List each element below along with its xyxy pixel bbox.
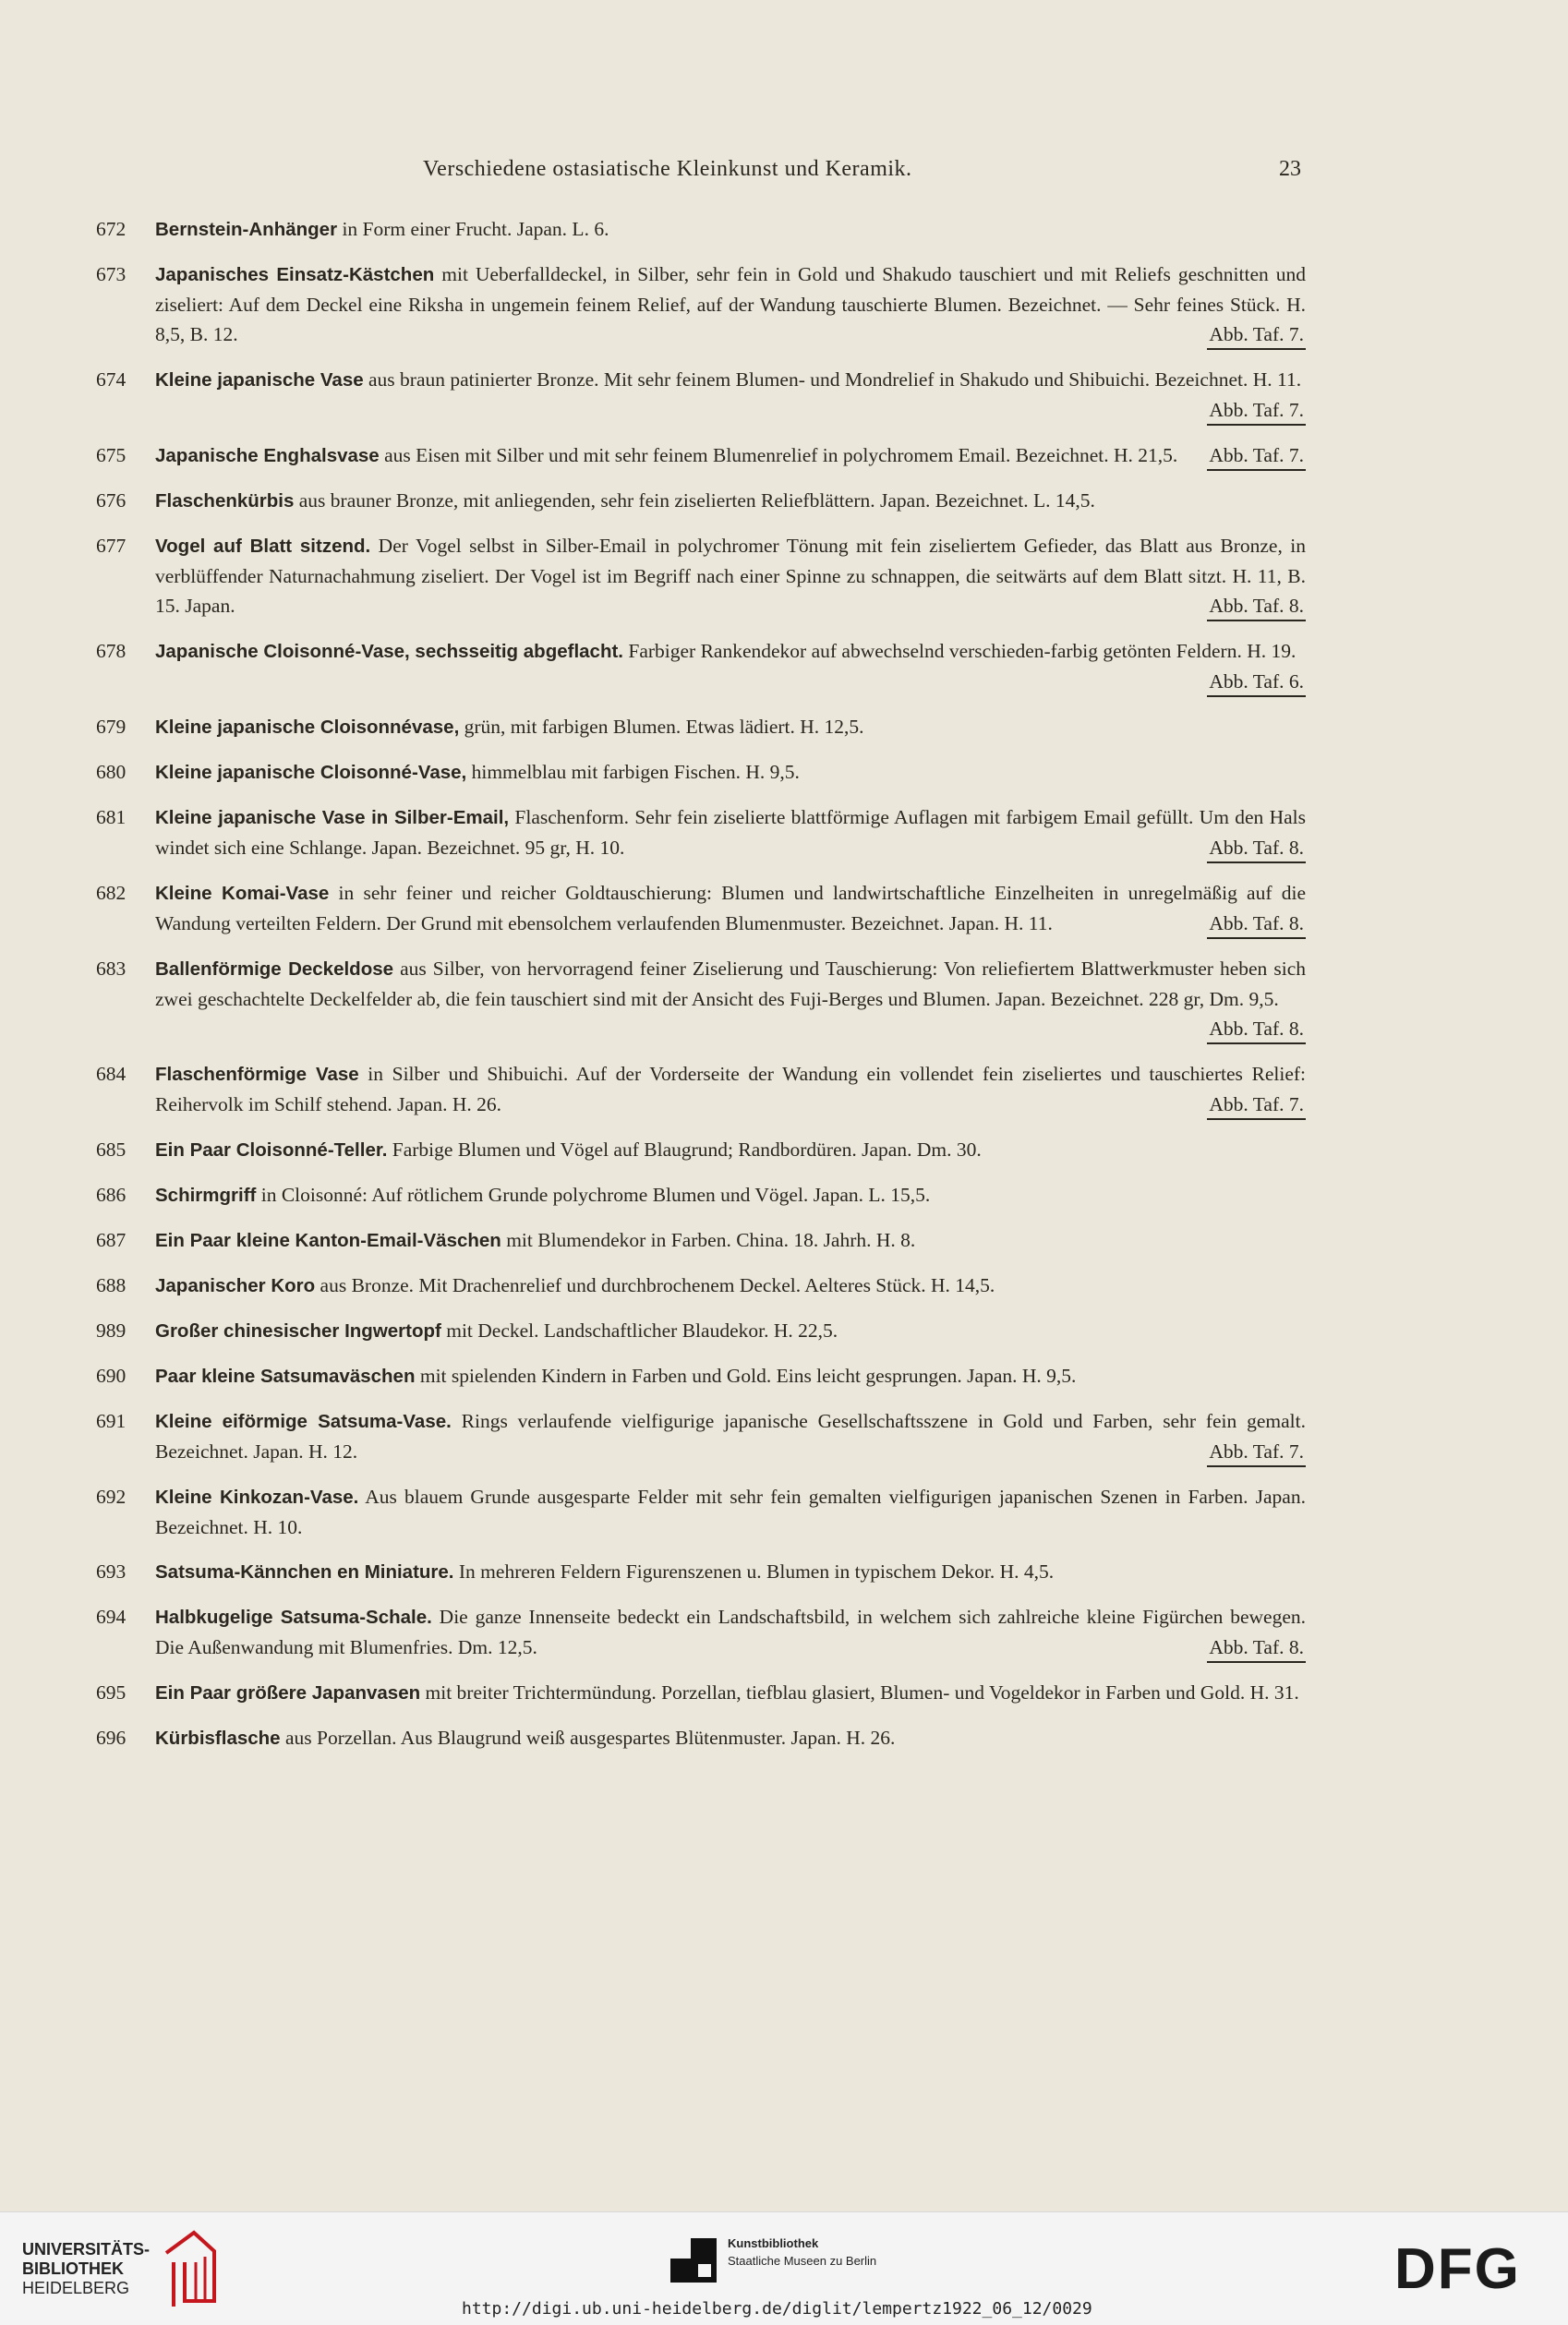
entry-description: aus Bronze. Mit Drachenrelief und durchbrochenem Deckel. Aelteres Stück. H. 14,5. [315,1274,995,1296]
entry-description: aus Silber, von hervorragend feiner Ziselierung und Tauschierung: Von reliefiertem Blattwerkmuster heben sich zwei geschachtelte Deckelfelder ab, die fein tauschiert sind mit der Ansicht des Fuji-Berges und Blumen. Japan. Bezeichnet. 228 gr, Dm. 9,5. [155,958,1306,1010]
entry-body [155,878,1306,939]
entry-title: Halbkugelige Satsuma-Schale. [155,1607,432,1628]
ref-spacer [1185,395,1306,426]
entry-number: 678 [96,640,127,662]
entry-description: Farbige Blumen und Vögel auf Blaugrund; Randbordüren. Japan. Dm. 30. [387,1138,982,1161]
catalog-entry [96,954,1306,1044]
kb-line2: Staatliche Museen zu Berlin [728,2254,877,2268]
plate-reference: Abb. Taf. 8. [1207,834,1306,863]
catalog-entry [96,1361,1306,1391]
catalog-entry [96,440,1306,471]
entry-number: 674 [96,368,127,391]
entry-body [155,802,1306,863]
ref-spacer [1185,909,1306,939]
catalog-entry [96,878,1306,939]
catalog-entry [96,1059,1306,1120]
entry-description: Farbiger Rankendekor auf abwechselnd verschieden-farbig getönten Feldern. H. 19. [623,640,1297,662]
entry-description: Rings verlaufende vielfigurige japanische Gesellschaftsszene in Gold und Farben, sehr fein gemalt. Bezeichnet. Japan. H. 12. [155,1410,1306,1463]
page-header [0,157,1568,194]
entry-body [155,1602,1306,1663]
dfg-logo[interactable]: DFG [1394,2237,1521,2301]
plate-reference: Abb. Taf. 7. [1207,320,1306,350]
entry-title: Ein Paar kleine Kanton-Email-Väschen [155,1230,501,1251]
entry-title: Kleine Komai-Vase [155,883,330,904]
entry-number: 686 [96,1184,127,1206]
entry-title: Schirmgriff [155,1185,257,1206]
entry-number: 989 [96,1319,127,1342]
entry-title: Flaschenförmige Vase [155,1064,359,1085]
catalog-entry [96,1482,1306,1542]
entry-description: aus Eisen mit Silber und mit sehr feinem Blumenrelief in polychromem Email. Bezeichnet. H. 21,5. [379,444,1178,466]
entry-description: aus Porzellan. Aus Blaugrund weiß ausgespartes Blütenmuster. Japan. H. 26. [280,1727,896,1749]
plate-reference: Abb. Taf. 8. [1207,910,1306,939]
entry-description: mit breiter Trichtermündung. Porzellan, tiefblau glasiert, Blumen- und Vogeldekor in Farben und Gold. H. 31. [420,1681,1299,1704]
ref-spacer [1185,1632,1306,1663]
entry-body [155,757,1306,788]
plate-reference: Abb. Taf. 6. [1207,668,1306,697]
catalog-entry [96,802,1306,863]
entry-number: 675 [96,444,127,466]
entry-body [155,1482,1306,1542]
ub-logo-line3: HEIDELBERG [22,2279,130,2297]
ref-spacer [1185,319,1306,350]
entry-description: mit Deckel. Landschaftlicher Blaudekor. H. 22,5. [440,1319,838,1342]
ub-logo-line1: UNIVERSITÄTS- [22,2240,151,2259]
entry-description: mit Blumendekor in Farben. China. 18. Jahrh. H. 8. [501,1229,916,1251]
entry-description: Aus blauem Grunde ausgesparte Felder mit sehr fein gemalten vielfigurigen japanischen Szenen in Farben. Japan. Bezeichnet. H. 10. [155,1486,1306,1538]
plate-reference: Abb. Taf. 7. [1207,1438,1306,1467]
entry-body [155,486,1306,516]
catalog-entry [96,636,1306,697]
entry-title: Japanisches Einsatz-Kästchen [155,264,435,285]
kunstbibliothek-text [728,2235,876,2270]
entry-title: Kleine japanische Vase in Silber-Email, [155,807,510,828]
entry-number: 679 [96,716,127,738]
entry-body [155,259,1306,350]
source-url-link[interactable]: http://digi.ub.uni-heidelberg.de/diglit/lempertz1922_06_12/0029 [462,2299,1092,2319]
entry-body [155,531,1306,621]
ref-spacer [1185,833,1306,863]
plate-reference: Abb. Taf. 8. [1207,1633,1306,1663]
catalog-entry [96,1180,1306,1211]
catalog-entry [96,1678,1306,1708]
page-number: 23 [1279,157,1301,181]
catalog-entry [96,757,1306,788]
catalog-entries [96,214,1306,1768]
entry-title: Ballenförmige Deckeldose [155,958,394,980]
entry-description: mit spielenden Kindern in Farben und Gold. Eins leicht gesprungen. Japan. H. 9,5. [415,1365,1077,1387]
entry-number: 684 [96,1063,127,1085]
entry-number: 683 [96,958,127,980]
catalog-entry [96,486,1306,516]
entry-title: Japanischer Koro [155,1275,316,1296]
entry-description: Der Vogel selbst in Silber-Email in polychromer Tönung mit fein ziseliertem Gefieder, das Blatt aus Bronze, in verblüffender Naturnachahmung ziseliert. Der Vogel ist im Begriff nach einer Spinne zu schnappen, die seitwärts auf dem Blatt sitzt. H. 11, B. 15. Japan. [155,535,1307,617]
footer-bar [0,2211,1568,2325]
entry-body [155,712,1306,742]
entry-number: 673 [96,263,127,285]
entry-description: Die ganze Innenseite bedeckt ein Landschaftsbild, in welchem sich zahlreiche kleine Figürchen bewegen. Die Außenwandung mit Blumenfries. Dm. 12,5. [155,1606,1306,1658]
entry-title: Kleine japanische Vase [155,369,364,391]
entry-body [155,1059,1306,1120]
kb-line1: Kunstbibliothek [728,2236,819,2250]
catalog-entry [96,365,1306,426]
ub-logo-line2: BIBLIOTHEK [22,2259,124,2278]
plate-reference: Abb. Taf. 7. [1207,1090,1306,1120]
entry-number: 695 [96,1681,127,1704]
entry-title: Kleine japanische Cloisonné-Vase, [155,762,467,783]
entry-description: himmelblau mit farbigen Fischen. H. 9,5. [466,761,800,783]
catalog-entry [96,1406,1306,1467]
entry-body [155,954,1306,1044]
entry-body [155,1271,1306,1301]
catalog-entry [96,259,1306,350]
ref-spacer [1185,1090,1306,1120]
catalog-entry [96,1723,1306,1753]
entry-number: 696 [96,1727,127,1749]
entry-title: Paar kleine Satsumaväschen [155,1366,416,1387]
ub-heidelberg-logo[interactable] [22,2240,150,2298]
entry-description: Flaschenform. Sehr fein ziselierte blattförmige Auflagen mit farbigem Email gefüllt. Um den Hals windet sich eine Schlange. Japan. Bezeichnet. 95 gr, H. 10. [155,806,1306,859]
entry-title: Flaschenkürbis [155,490,295,512]
entry-title: Bernstein-Anhänger [155,219,338,240]
catalog-entry [96,214,1306,245]
plate-reference: Abb. Taf. 8. [1207,592,1306,621]
running-title: Verschiedene ostasiatische Kleinkunst und Keramik. [423,157,912,181]
catalog-entry [96,1316,1306,1346]
entry-body [155,214,1306,245]
entry-description: aus brauner Bronze, mit anliegenden, sehr fein ziselierten Reliefblättern. Japan. Bezeichnet. L. 14,5. [294,489,1095,512]
entry-description: mit Ueberfalldeckel, in Silber, sehr fein in Gold und Shakudo tauschiert und mit Reliefs geschnitten und ziseliert: Auf dem Deckel eine Riksha in ungemein feinem Relief, auf der Wandung tauschierte Blumen. Bezeichnet. — Sehr feines Stück. H. 8,5, B. 12. [155,263,1306,345]
entry-description: grün, mit farbigen Blumen. Etwas lädiert. H. 12,5. [459,716,864,738]
entry-number: 677 [96,535,127,557]
entry-title: Kleine eiförmige Satsuma-Vase. [155,1411,452,1432]
catalog-entry [96,1225,1306,1256]
entry-description: in Form einer Frucht. Japan. L. 6. [337,218,609,240]
entry-number: 688 [96,1274,127,1296]
catalog-entry [96,531,1306,621]
entry-body [155,636,1306,697]
entry-number: 693 [96,1560,127,1583]
entry-number: 672 [96,218,127,240]
entry-number: 681 [96,806,127,828]
entry-body [155,1723,1306,1753]
entry-body [155,1361,1306,1391]
ref-spacer [1185,440,1306,471]
plate-reference: Abb. Taf. 7. [1207,441,1306,471]
entry-number: 694 [96,1606,127,1628]
plate-reference: Abb. Taf. 8. [1207,1015,1306,1044]
entry-number: 687 [96,1229,127,1251]
entry-body [155,1180,1306,1211]
entry-title: Ein Paar Cloisonné-Teller. [155,1139,388,1161]
catalog-entry [96,1557,1306,1587]
entry-description: in Silber und Shibuichi. Auf der Vorderseite der Wandung ein vollendet fein ziseliertes und tauschiertes Relief: Reihervolk im Schilf stehend. Japan. H. 26. [155,1063,1306,1115]
entry-description: aus braun patinierter Bronze. Mit sehr feinem Blumen- und Mondrelief in Shakudo und Shibuichi. Bezeichnet. H. 11. [363,368,1302,391]
ref-spacer [1185,1014,1306,1044]
ref-spacer [1185,1437,1306,1467]
entry-body [155,1557,1306,1587]
entry-number: 690 [96,1365,127,1387]
entry-title: Japanische Enghalsvase [155,445,380,466]
entry-body [155,1406,1306,1467]
ub-logo-icon [157,2225,222,2308]
ref-spacer [1185,667,1306,697]
entry-description: in sehr feiner und reicher Goldtauschierung: Blumen und landwirtschaftliche Einzelheiten in unregelmäßig auf die Wandung verteilten Feldern. Der Grund mit ebensolchem verlaufenden Blumenmuster. Bezeichnet. Japan. H. 11. [155,882,1306,934]
entry-title: Japanische Cloisonné-Vase, sechsseitig abgeflacht. [155,641,623,662]
catalog-entry [96,1271,1306,1301]
entry-description: In mehreren Feldern Figurenszenen u. Blumen in typischem Dekor. H. 4,5. [453,1560,1055,1583]
entry-body [155,365,1306,426]
entry-description: in Cloisonné: Auf rötlichem Grunde polychrome Blumen und Vögel. Japan. L. 15,5. [256,1184,931,1206]
entry-body [155,1678,1306,1708]
entry-number: 685 [96,1138,127,1161]
entry-number: 676 [96,489,127,512]
entry-body [155,1225,1306,1256]
entry-body [155,1316,1306,1346]
ref-spacer [1185,591,1306,621]
entry-number: 691 [96,1410,127,1432]
entry-title: Kürbisflasche [155,1728,281,1749]
entry-title: Kleine Kinkozan-Vase. [155,1487,359,1508]
entry-title: Satsuma-Kännchen en Miniature. [155,1561,454,1583]
catalog-entry [96,712,1306,742]
entry-title: Ein Paar größere Japanvasen [155,1682,421,1704]
entry-body [155,1135,1306,1165]
entry-number: 682 [96,882,127,904]
entry-body [155,440,1306,471]
entry-number: 692 [96,1486,127,1508]
plate-reference: Abb. Taf. 7. [1207,396,1306,426]
entry-title: Vogel auf Blatt sitzend. [155,536,371,557]
entry-title: Großer chinesischer Ingwertopf [155,1320,441,1342]
kunstbibliothek-icon [670,2238,717,2283]
catalog-entry [96,1135,1306,1165]
entry-title: Kleine japanische Cloisonnévase, [155,717,460,738]
entry-number: 680 [96,761,127,783]
catalog-entry [96,1602,1306,1663]
